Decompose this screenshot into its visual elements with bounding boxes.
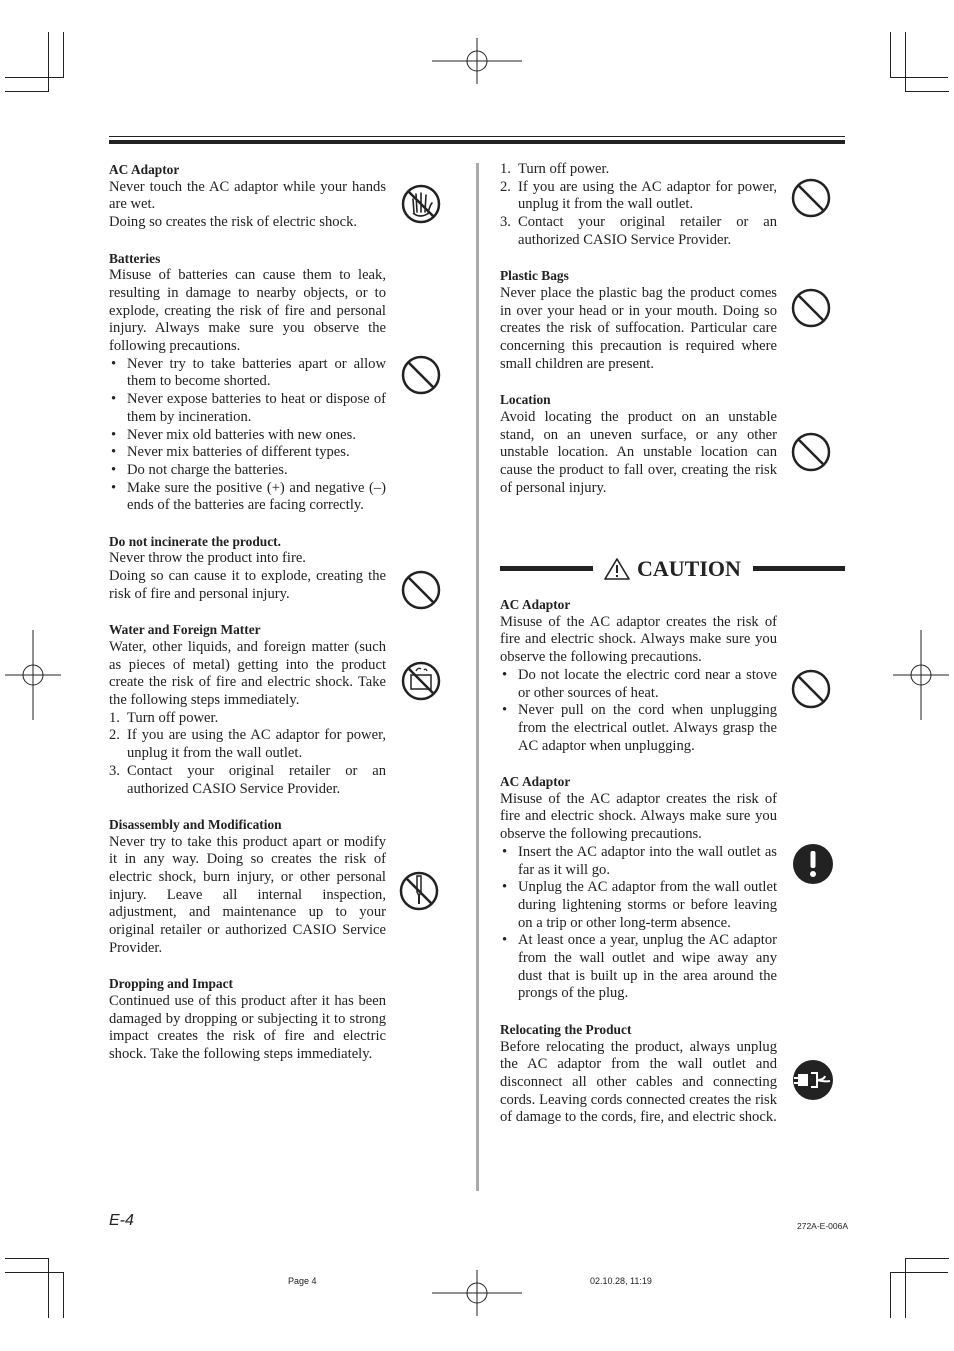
body-text: Misuse of batteries can cause them to leak, resulting in damage to nearby objects, or to explode, creating the risk of fire and personal injury. Always make sure you observe the following precautions.	[109, 267, 386, 355]
body-text: Doing so can cause it to explode, creating the risk of fire and personal injury.	[109, 568, 386, 602]
right-column-lower	[500, 596, 777, 1127]
numbered-list	[109, 710, 386, 799]
section-heading: Water and Foreign Matter	[109, 622, 261, 638]
caution-banner	[500, 554, 845, 584]
registration-mark-left	[5, 630, 61, 720]
body-text: Misuse of the AC adaptor creates the risk of fire and electric shock. Always make sure you observe the following precautions.	[500, 613, 777, 666]
list-item: 3. Contact your original retailer or an authorized CASIO Service Provider.	[109, 762, 386, 797]
list-item: • Never pull on the cord when unplugging from the electrical outlet. Always grasp the AC adaptor when unplugging.	[500, 702, 777, 755]
bullet-list	[109, 356, 386, 515]
body-text: Avoid locating the product on an unstable stand, on an uneven surface, or any other unstable location. An unstable location can cause the product to fall over, creating the risk of personal injury.	[500, 408, 777, 496]
water-prohibited-icon	[400, 660, 442, 702]
list-item: • Never mix batteries of different types.	[109, 444, 386, 462]
list-item: 3. Contact your original retailer or an authorized CASIO Service Provider.	[500, 214, 777, 248]
print-page-label: Page 4	[288, 1276, 317, 1286]
list-item: • At least once a year, unplug the AC adaptor from the wall outlet and wipe away any dust that is built up in the area around the prongs of the plug.	[500, 932, 777, 1003]
body-text: Doing so creates the risk of electric shock.	[109, 214, 358, 231]
body-text: Before relocating the product, always unplug the AC adaptor from the wall outlet and disconnect all other cables and connecting cords. Leaving cords connected creates the risk of damage to the cords, fire, and electric shock.	[500, 1038, 777, 1126]
section-heading: Location	[500, 392, 551, 408]
prohibition-icon	[400, 354, 442, 396]
list-item: • Insert the AC adaptor into the wall outlet as far as it will go.	[500, 844, 777, 879]
left-column	[109, 161, 386, 1064]
body-text: Never touch the AC adaptor while your hands are wet.	[109, 178, 386, 213]
body-text: Water, other liquids, and foreign matter (such as pieces of metal) getting into the product create the risk of fire and electric shock. Take the following steps immediately.	[109, 638, 386, 709]
caution-title: CAUTION	[637, 556, 741, 581]
list-item: • Unplug the AC adaptor from the wall outlet during lightening storms or before leaving on a trip or other long-term absence.	[500, 879, 777, 932]
mandatory-action-icon	[792, 843, 834, 885]
page-number: E-4	[109, 1212, 134, 1229]
section-heading: Batteries	[109, 250, 161, 266]
section-heading: AC Adaptor	[500, 597, 571, 612]
section-heading: Do not incinerate the product.	[109, 533, 281, 549]
section-heading: Dropping and Impact	[109, 976, 234, 992]
list-item: • Never expose batteries to heat or dispose of them by incineration.	[109, 391, 386, 426]
body-text: Never place the plastic bag the product comes in over your head or in your mouth. Doing so creates the risk of suffocation. Particular care concerning this precaution is required where small children are present.	[500, 284, 777, 372]
section-heading: Disassembly and Modification	[109, 816, 282, 832]
list-item: 2. If you are using the AC adaptor for power, unplug it from the wall outlet.	[109, 727, 386, 762]
wet-hand-prohibited-icon	[400, 183, 442, 225]
numbered-list	[500, 161, 777, 250]
registration-mark-right	[893, 630, 949, 720]
right-column	[500, 161, 777, 497]
registration-mark-top	[432, 38, 522, 84]
list-item: • Make sure the positive (+) and negative (–) ends of the batteries are facing correctly.	[109, 480, 386, 515]
list-item: • Do not charge the batteries.	[109, 462, 386, 480]
section-heading: AC Adaptor	[109, 162, 180, 177]
prohibition-icon	[790, 668, 832, 710]
header-rule-thin	[109, 136, 845, 137]
header-rule-thick	[109, 140, 845, 144]
prohibition-icon	[790, 287, 832, 329]
prohibition-icon	[400, 569, 442, 611]
list-item: 2. If you are using the AC adaptor for power, unplug it from the wall outlet.	[500, 178, 777, 213]
bullet-list	[500, 667, 777, 756]
list-item: • Never mix old batteries with new ones.	[109, 427, 386, 445]
bullet-list	[500, 844, 777, 1003]
body-text: Misuse of the AC adaptor creates the risk of fire and electric shock. Always make sure you observe the following precautions.	[500, 790, 777, 843]
list-item: 1. Turn off power.	[109, 709, 219, 726]
section-heading: Plastic Bags	[500, 268, 569, 284]
section-heading: Relocating the Product	[500, 1021, 632, 1037]
registration-mark-bottom	[432, 1270, 522, 1316]
list-item: • Never try to take batteries apart or allow them to become shorted.	[109, 356, 386, 391]
body-text: Never throw the product into fire.	[109, 550, 306, 567]
prohibition-icon	[790, 431, 832, 473]
warning-triangle-icon	[603, 557, 631, 581]
unplug-icon	[792, 1059, 834, 1101]
body-text: Continued use of this product after it has been damaged by dropping or subjecting it to strong impact creates the risk of fire and electric shock. Take the following steps immediately.	[109, 992, 386, 1063]
print-date: 02.10.28, 11:19	[590, 1276, 652, 1286]
disassembly-prohibited-icon	[398, 870, 440, 912]
list-item: 1. Turn off power.	[500, 161, 610, 177]
column-divider	[476, 163, 479, 1191]
document-code: 272A-E-006A	[797, 1221, 849, 1231]
list-item: • Do not locate the electric cord near a stove or other sources of heat.	[500, 667, 777, 702]
section-heading: AC Adaptor	[500, 774, 571, 790]
body-text: Never try to take this product apart or modify it in any way. Doing so creates the risk of electric shock, burn injury, or other personal injury. Leave all internal inspection, adjustment, and maintenance up to your original retailer or authorized CASIO Service Provider.	[109, 833, 386, 956]
prohibition-icon	[790, 177, 832, 219]
